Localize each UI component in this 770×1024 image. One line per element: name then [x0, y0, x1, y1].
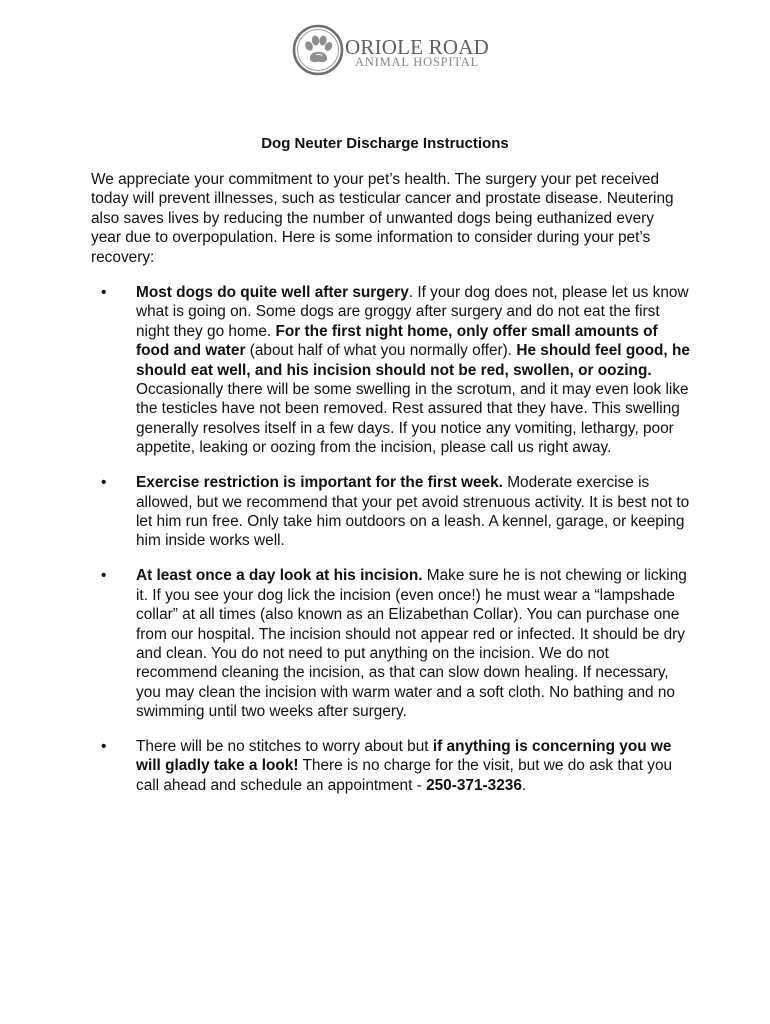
list-item	[91, 283, 691, 458]
list-item	[91, 566, 691, 721]
bold-text: if anything is concerning you we will gladly take a look!	[136, 738, 672, 775]
instruction-list	[91, 283, 691, 811]
bold-text: Exercise restriction is important for the first week.	[136, 474, 503, 492]
bullet: •	[101, 567, 107, 585]
list-item	[91, 473, 691, 551]
phone-number: 250-371-3236	[426, 776, 522, 794]
paw-print-icon	[292, 24, 344, 76]
body-text: (about half of what you normally offer).	[245, 342, 517, 360]
body-text: Moderate exercise is allowed, but we recommend that your pet avoid strenuous activity. It is best not to let him run free. Only take him outdoors on a leash. A kennel, garage, or keeping him inside works well.	[136, 474, 690, 550]
bold-text: He should feel good, he should eat well, and his incision should not be red, swollen, or oozing.	[136, 342, 690, 379]
intro-paragraph: We appreciate your commitment to your pet’s health. The surgery your pet received today will prevent illnesses, such as testicular cancer and prostate disease. Neutering also saves lives by reducing the number of unwanted dogs being euthanized every year due to overpopulation. Here is some information to consider during your pet’s recovery:	[91, 171, 674, 266]
body-text: Occasionally there will be some swelling in the scrotum, and it may even look like the testicles have not been removed. Rest assured that they have. This swelling generally resolves itself in a few days. If you notice any vomiting, lethargy, poor appetite, leaking or oozing from the incision, please call us right away.	[136, 381, 689, 457]
logo-subtitle: ANIMAL HOSPITAL	[355, 55, 480, 69]
bold-text: For the first night home, only offer small amounts of food and water	[136, 322, 658, 360]
bullet: •	[101, 284, 107, 301]
body-text: There is no charge for the visit, but we do ask that you call ahead and schedule an appointment -	[136, 757, 673, 794]
body-text: There will be no stitches to worry about but	[136, 738, 433, 756]
bold-text: Most dogs do quite well after surgery	[136, 284, 409, 301]
bold-text: At least once a day look at his incision.	[136, 567, 423, 585]
body-text: Make sure he is not chewing or licking it. If you see your dog lick the incision (even once!) he must wear a “lampshade collar” at all times (also known as an Elizabethan Collar). You can purchase one from our hospital. The incision should not appear red or infected. It should be dry and clean. You do not need to put anything on the incision. We do not recommend cleaning the incision, as that can slow down healing. If necessary, you may clean the incision with warm water and a soft cloth. No bathing and no swimming until two weeks after surgery.	[136, 567, 687, 721]
logo-name: ORIOLE ROAD	[345, 35, 489, 59]
page-title: Dog Neuter Discharge Instructions	[261, 135, 509, 152]
bullet: •	[101, 474, 107, 492]
body-text: .	[521, 776, 527, 794]
bullet: •	[101, 738, 107, 756]
body-text: . If your dog does not, please let us know what is going on. Some dogs are groggy after surgery and do not eat the first night they go home.	[136, 284, 689, 340]
list-item	[91, 737, 691, 795]
